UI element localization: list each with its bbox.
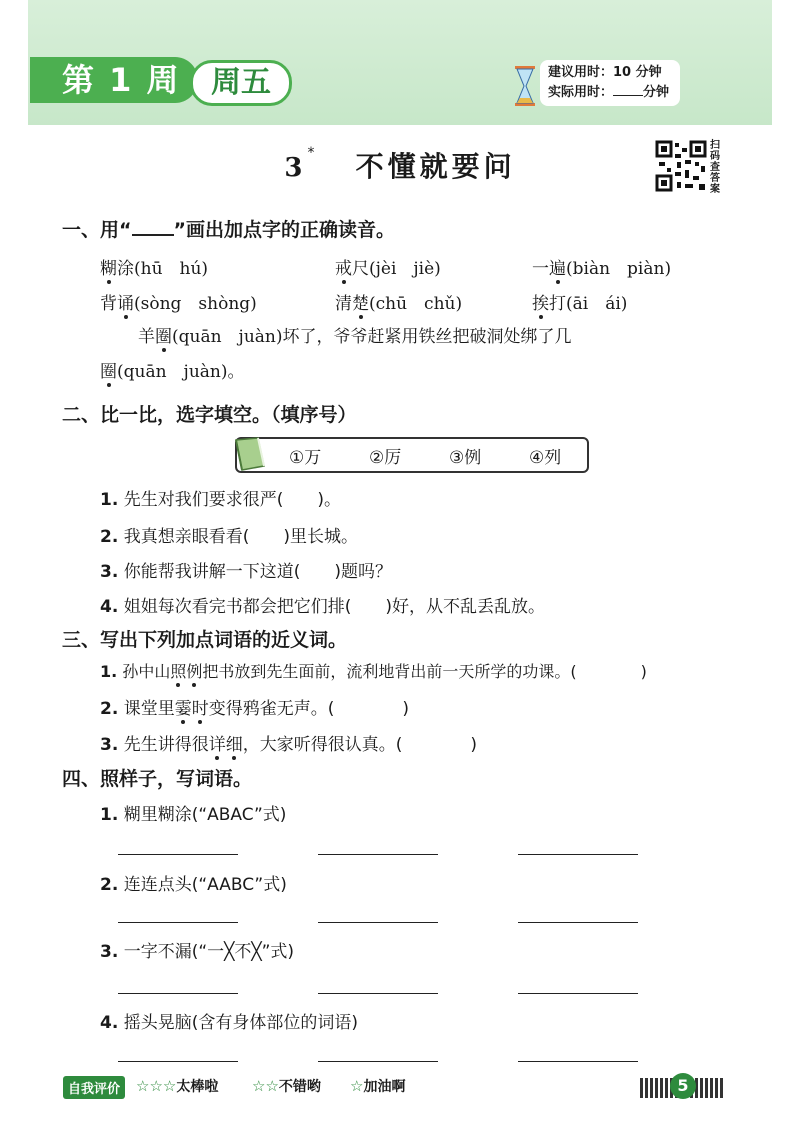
answer-line[interactable] xyxy=(318,1061,438,1062)
week-tab: 第 1 周 xyxy=(30,57,198,103)
answer-line[interactable] xyxy=(318,922,438,923)
underline-sample xyxy=(132,220,174,236)
answer-line[interactable] xyxy=(518,854,638,855)
dotted-char: 例 xyxy=(186,659,202,682)
s2-item-4[interactable] xyxy=(100,592,545,617)
item-number: 4. xyxy=(100,597,119,617)
actual-time-unit: 分钟 xyxy=(643,85,670,100)
item-text: 糊里糊涂(“ABAC”式) xyxy=(123,805,287,825)
char: 一 xyxy=(532,259,549,279)
pinyin-options[interactable]: (biàn piàn) xyxy=(566,259,672,279)
lesson-title-text: 不懂就要问 xyxy=(355,150,516,183)
lesson-number: 3 xyxy=(284,153,303,183)
dotted-char: 圈 xyxy=(100,357,117,382)
option-3: ③例 xyxy=(449,448,482,468)
page-number: 5 xyxy=(670,1073,696,1099)
actual-time-label: 实际用时： xyxy=(548,85,614,100)
item-text: ，大家听得很认真。( ) xyxy=(242,735,477,755)
item-text: 摇头晃脑(含有身体部位的词语) xyxy=(123,1013,358,1033)
item-number: 4. xyxy=(100,1013,119,1033)
item-text: 先生讲得很 xyxy=(123,735,209,755)
time-box xyxy=(540,60,680,106)
dotted-char: 挨 xyxy=(532,289,549,314)
s1-sentence-line2 xyxy=(100,357,244,382)
dotted-char: 楚 xyxy=(352,289,369,314)
s2-item-2[interactable] xyxy=(100,522,358,547)
section2-heading: 二、比一比，选字填空。（填序号） xyxy=(62,404,357,426)
actual-time-blank[interactable] xyxy=(613,83,643,96)
item-number: 1. xyxy=(100,662,118,681)
char: 涂 xyxy=(117,259,134,279)
self-evaluation-badge: 自我评价 xyxy=(63,1076,125,1099)
dotted-char: 霎 xyxy=(175,694,192,719)
pinyin-options[interactable]: (jèi jiè) xyxy=(369,259,441,279)
item-number: 2. xyxy=(100,699,119,719)
star-icon: ☆☆ xyxy=(252,1077,279,1095)
item-text: 孙中山 xyxy=(122,662,171,681)
item-text: 先生对我们要求很严( )。 xyxy=(123,490,341,510)
day-tab: 周五 xyxy=(190,60,292,106)
rating-great-label: 太棒啦 xyxy=(176,1079,219,1095)
section1-heading-a: 一、用“ xyxy=(62,219,132,241)
answer-line[interactable] xyxy=(118,922,238,923)
answer-line[interactable] xyxy=(318,854,438,855)
star-icon: ☆ xyxy=(350,1077,364,1095)
char: 打 xyxy=(549,294,566,314)
s4-item-1 xyxy=(100,800,286,825)
section3-heading: 三、写出下列加点词语的近义词。 xyxy=(62,629,348,651)
lesson-star: * xyxy=(307,145,315,161)
item-number: 3. xyxy=(100,735,119,755)
dotted-char: 照 xyxy=(170,659,186,682)
char: 清 xyxy=(335,294,352,314)
item-number: 3. xyxy=(100,562,119,582)
option-2: ②厉 xyxy=(369,448,402,468)
char: 背 xyxy=(100,294,117,314)
item-number: 1. xyxy=(100,805,119,825)
section1-heading xyxy=(62,215,395,242)
item-text: 姐姐每次看完书都会把它们排( )好，从不乱丢乱放。 xyxy=(123,597,545,617)
section4-heading: 四、照样子，写词语。 xyxy=(62,768,253,790)
item-number: 2. xyxy=(100,527,119,547)
s1-item-6 xyxy=(532,289,627,314)
options-box xyxy=(235,437,589,473)
s1-item-2 xyxy=(335,254,441,279)
item-text: 变得鸦雀无声。( ) xyxy=(208,699,409,719)
item-number: 2. xyxy=(100,875,119,895)
rating-try[interactable] xyxy=(350,1076,405,1096)
dotted-char: 时 xyxy=(192,694,209,719)
section1-heading-b: ”画出加点字的正确读音。 xyxy=(173,219,395,241)
rating-try-label: 加油啊 xyxy=(363,1079,406,1095)
s3-item-2[interactable] xyxy=(100,694,409,719)
pinyin-options[interactable]: (sòng shòng) xyxy=(134,294,257,314)
char: 尺 xyxy=(352,259,369,279)
item-text: 我真想亲眼看看( )里长城。 xyxy=(123,527,358,547)
dotted-char: 遍 xyxy=(549,254,566,279)
dotted-char: 详 xyxy=(209,730,226,755)
sentence-text[interactable]: (quān juàn)坏了，爷爷赶紧用铁丝把破洞处绑了几 xyxy=(172,327,572,347)
book-icon xyxy=(230,436,270,472)
answer-line[interactable] xyxy=(118,993,238,994)
answer-line[interactable] xyxy=(518,922,638,923)
item-number: 3. xyxy=(100,942,119,962)
item-text: 你能帮我讲解一下这道( )题吗？ xyxy=(123,562,392,582)
option-1: ①万 xyxy=(289,448,322,468)
pinyin-options[interactable]: (āi ái) xyxy=(566,294,628,314)
s2-item-1[interactable] xyxy=(100,485,341,510)
pinyin-options[interactable]: (quān juàn)。 xyxy=(117,362,245,382)
suggested-time: 建议用时：10 分钟 xyxy=(548,65,662,80)
rating-good[interactable] xyxy=(252,1076,321,1096)
answer-line[interactable] xyxy=(118,1061,238,1062)
item-text: 课堂里 xyxy=(123,699,175,719)
char: 羊 xyxy=(138,327,155,347)
s4-item-3 xyxy=(100,937,294,962)
s1-item-1 xyxy=(100,254,208,279)
rating-great[interactable] xyxy=(136,1076,218,1096)
dotted-char: 圈 xyxy=(155,322,172,347)
s3-item-3[interactable] xyxy=(100,730,477,755)
item-text: 连连点头(“AABC”式) xyxy=(123,875,287,895)
s1-sentence-line1 xyxy=(138,322,571,347)
item-number: 1. xyxy=(100,490,119,510)
answer-line[interactable] xyxy=(318,993,438,994)
s4-item-4 xyxy=(100,1008,358,1033)
option-4: ④列 xyxy=(529,448,562,468)
item-text: 把书放到先生面前，流利地背出前一天所学的功课。( ) xyxy=(202,662,647,681)
s4-item-2 xyxy=(100,870,287,895)
pinyin-options[interactable]: (chū chǔ) xyxy=(369,294,463,314)
s1-item-5 xyxy=(335,289,462,314)
dotted-char: 诵 xyxy=(117,289,134,314)
dotted-char: 戒 xyxy=(335,254,352,279)
answer-line[interactable] xyxy=(518,993,638,994)
dotted-char: 细 xyxy=(226,730,243,755)
hourglass-icon xyxy=(514,66,536,106)
qr-label: 扫码查答案 xyxy=(710,140,720,195)
rating-good-label: 不错哟 xyxy=(278,1079,321,1095)
s1-item-3 xyxy=(532,254,671,279)
s2-item-3[interactable] xyxy=(100,557,392,582)
s3-item-1[interactable] xyxy=(100,659,647,682)
item-text: 一字不漏(“一╳不╳”式) xyxy=(123,942,295,962)
actual-time xyxy=(548,83,672,103)
qr-code-icon[interactable] xyxy=(655,140,707,192)
pinyin-options[interactable]: (hū hú) xyxy=(134,259,209,279)
dotted-char: 糊 xyxy=(100,254,117,279)
star-icon: ☆☆☆ xyxy=(136,1077,177,1095)
answer-line[interactable] xyxy=(118,854,238,855)
s1-item-4 xyxy=(100,289,257,314)
answer-line[interactable] xyxy=(518,1061,638,1062)
